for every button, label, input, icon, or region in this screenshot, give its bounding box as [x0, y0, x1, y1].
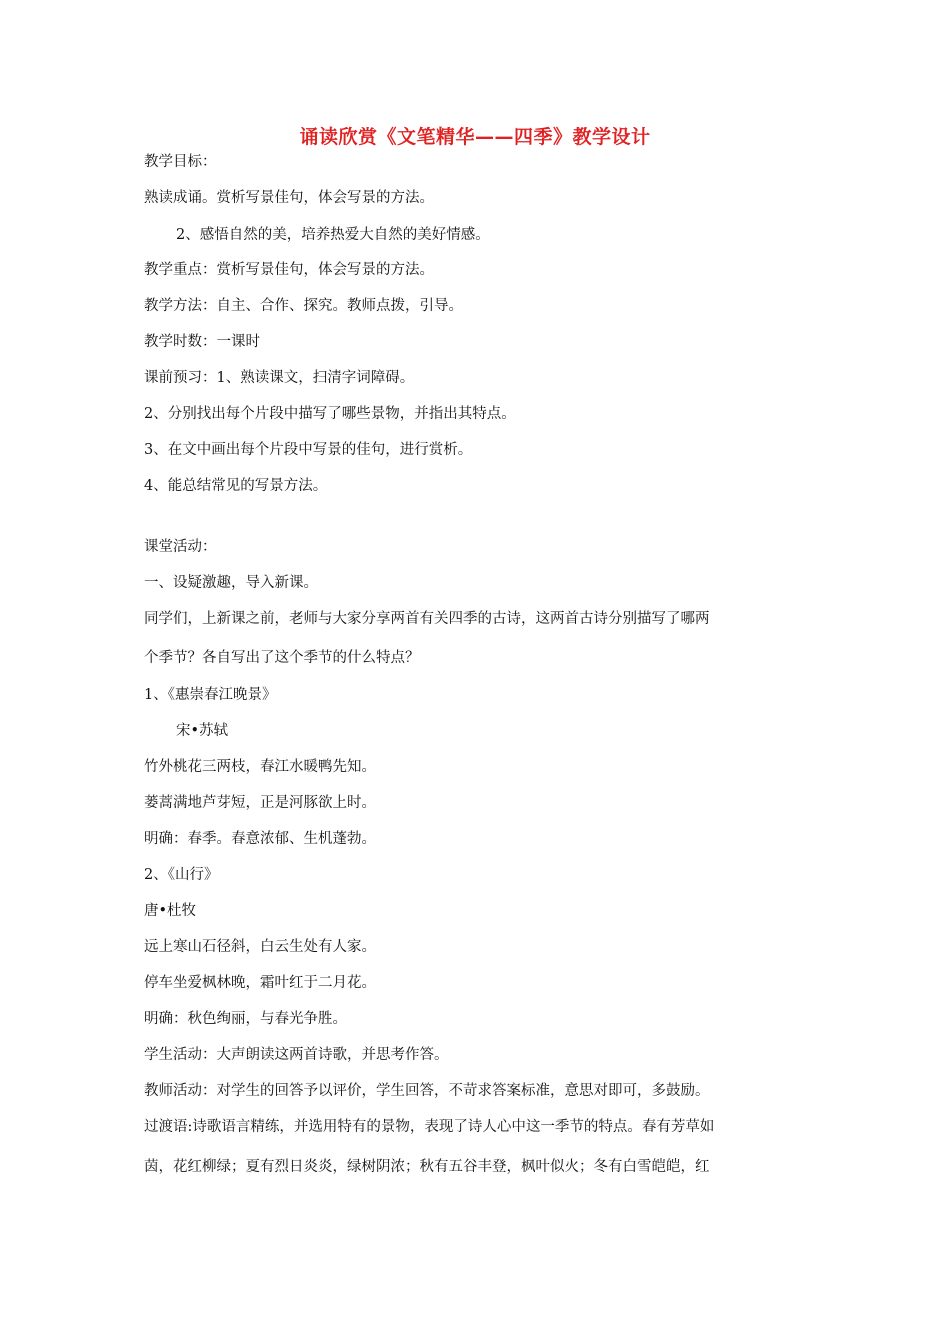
poem-1-title: 1、《惠崇春江晚景》	[144, 687, 277, 703]
transition-line-2: 茵，花红柳绿；夏有烈日炎炎，绿树阴浓；秋有五谷丰登，枫叶似火；冬有白雪皑皑，红	[144, 1159, 710, 1175]
poem-1-author: 宋•苏轼	[176, 723, 229, 739]
student-activity: 学生活动：大声朗读这两首诗歌，并思考作答。	[144, 1047, 449, 1063]
class-activity-heading: 课堂活动：	[144, 539, 217, 555]
transition-line-1: 过渡语:诗歌语言精练，并选用特有的景物，表现了诗人心中这一季节的特点。春有芳草如	[144, 1119, 715, 1135]
poem-1-answer: 明确：春季。春意浓郁、生机蓬勃。	[144, 831, 376, 847]
objective-1: 熟读成诵。赏析写景佳句，体会写景的方法。	[144, 190, 434, 206]
intro-paragraph-line-1: 同学们，上新课之前，老师与大家分享两首有关四季的古诗，这两首古诗分别描写了哪两	[144, 611, 710, 627]
preview-3: 3、在文中画出每个片段中写景的佳句，进行赏析。	[144, 442, 473, 458]
teaching-focus: 教学重点：赏析写景佳句，体会写景的方法。	[144, 262, 434, 278]
intro-paragraph-line-2: 个季节？各自写出了这个季节的什么特点？	[144, 650, 420, 666]
teaching-method: 教学方法：自主、合作、探究。教师点拨，引导。	[144, 298, 463, 314]
section-objectives-heading: 教学目标：	[144, 154, 217, 170]
step-1-heading: 一、设疑激趣，导入新课。	[144, 575, 318, 591]
poem-2-title: 2、《山行》	[144, 867, 219, 883]
poem-1-line-2: 蒌蒿满地芦芽短，正是河豚欲上时。	[144, 795, 376, 811]
teacher-activity: 教师活动：对学生的回答予以评价，学生回答，不苛求答案标准，意思对即可，多鼓励。	[144, 1083, 710, 1099]
preview-1: 课前预习：1、熟读课文，扫清字词障碍。	[144, 370, 415, 386]
preview-2: 2、分别找出每个片段中描写了哪些景物，并指出其特点。	[144, 406, 516, 422]
poem-1-line-1: 竹外桃花三两枝，春江水暖鸭先知。	[144, 759, 376, 775]
poem-2-line-1: 远上寒山石径斜，白云生处有人家。	[144, 939, 376, 955]
document-title: 诵读欣赏《文笔精华——四季》教学设计	[299, 126, 651, 148]
teaching-hours: 教学时数：一课时	[144, 334, 260, 350]
poem-2-answer: 明确：秋色绚丽，与春光争胜。	[144, 1011, 347, 1027]
poem-2-line-2: 停车坐爱枫林晚，霜叶红于二月花。	[144, 975, 376, 991]
preview-4: 4、能总结常见的写景方法。	[144, 478, 328, 494]
poem-2-author: 唐•杜牧	[144, 903, 197, 919]
objective-2: 2、感悟自然的美，培养热爱大自然的美好情感。	[176, 227, 490, 243]
